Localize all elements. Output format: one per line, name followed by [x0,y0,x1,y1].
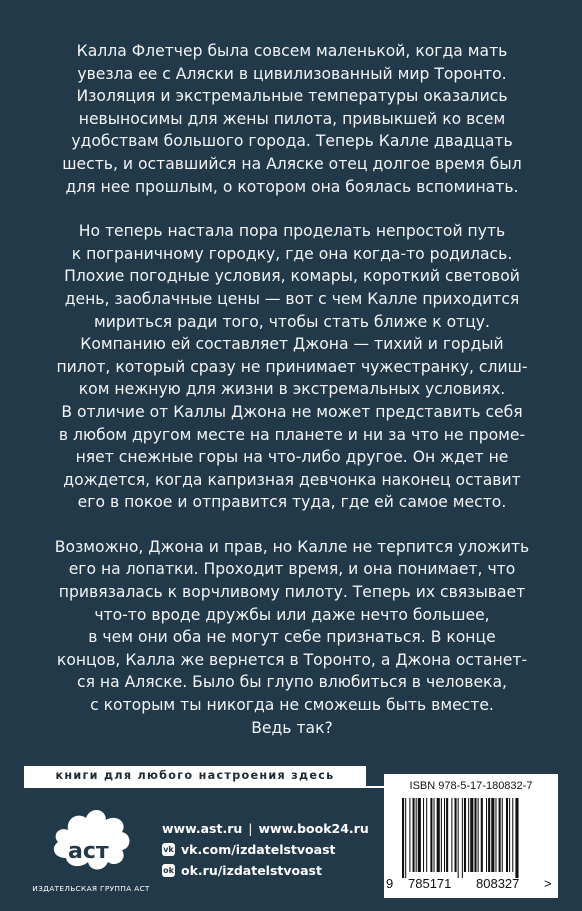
barcode-bar [458,798,459,878]
text-line: Калла Флетчер была совсем маленькой, когда мать [76,42,508,60]
text-line: удобствам большого города. Теперь Калле двадцать [71,132,513,151]
barcode-bar [441,798,442,872]
barcode-bar [488,798,490,872]
text-line: увезла ее с Аляски в цивилизованный мир Торонто. [77,64,507,83]
text-line: пилот, который сразу не принимает чужестранку, слиш- [56,357,528,376]
ok-link[interactable]: ok.ru/izdatelstvoast [181,863,322,878]
contacts-block [162,818,369,881]
barcode-bar [486,798,487,872]
text-line: концов, Калла же вернется в Торонто, а Джона останет- [56,650,528,669]
websites-row [162,818,369,839]
text-line: для нее прошлым, о котором она боялась вспоминать. [65,177,519,196]
text-line: его на лопатки. Проходит время, и она понимает, что [68,560,516,579]
barcode-bar [464,798,466,872]
barcode-bar [468,798,469,872]
paragraph-gap [40,198,544,220]
text-line: день, заоблачные цены — вот с чем Калле приходится [64,289,520,308]
logo-lettering: аст [68,839,109,864]
vk-link[interactable]: vk.com/izdatelstvoast [181,842,336,857]
text-line: привязалась к ворчливому пилоту. Теперь их связывает [58,583,526,602]
isbn-barcode-box [384,774,558,898]
barcode-bar [416,798,417,872]
site-link-ast[interactable]: www.ast.ru [162,821,243,836]
text-line: в чем они оба не могут себе признаться. В конце [88,628,496,647]
text-line: Изоляция и экстремальные температуры оказались [76,87,508,106]
paragraph-1 [40,40,544,198]
text-line: дождется, когда капризная девчонка наконец оставит [63,470,521,489]
paragraph-2 [40,220,544,514]
barcode-bar [426,798,427,872]
barcode-right-digits: 808327 [476,876,520,891]
paragraph-3 [40,536,544,739]
barcode-bar [423,798,424,872]
text-line: Но теперь настала пора проделать непростой путь [78,222,506,241]
ok-row [162,860,369,881]
publisher-name: ИЗДАТЕЛЬСКАЯ ГРУППА АСТ [32,884,150,893]
text-line: к пограничному городку, где она когда-то родилась. [71,244,513,263]
barcode-bar [405,798,406,878]
barcode-bar [506,798,508,872]
barcode-bar [495,798,496,872]
text-line: В отличие от Каллы Джона не может представить себя [61,402,523,421]
barcode-bar [418,798,421,872]
barcode-bar [446,798,448,872]
ast-logo-icon [44,798,138,882]
ok-icon: ok [163,866,174,875]
barcode-bar [434,798,435,872]
barcode-bar [481,798,483,872]
barcode-bar [515,798,518,878]
barcode-bar [462,798,463,878]
text-line: невыносимы для жены пилота, привыкшей ко всем [78,109,506,128]
isbn-number: ISBN 978-5-17-180832-7 [409,780,533,792]
barcode-bar [409,798,410,872]
text-line: Компанию ей составляет Джона — тихий и гордый [80,335,504,354]
barcode-bar [451,798,452,872]
barcode-bar [491,798,494,872]
text-line: в любом другом месте на планете и ни за что не проме- [58,425,526,444]
barcode-bar [437,798,440,872]
barcode-first-digit: 9 [386,876,394,891]
barcode-bar [509,798,510,872]
barcode-bar [413,798,415,872]
barcode-bar [499,798,501,872]
text-line: мириться ради того, чтобы стать ближе к отцу. [94,312,490,331]
barcode-tail: > [544,876,552,891]
slogan-banner: книги для любого настроения здесь [24,766,366,786]
barcode-bar [474,798,476,872]
barcode-left-digits: 785171 [408,876,452,891]
barcode-bar [402,798,404,878]
text-line: шесть, и оставшийся на Аляске отец долгое время был [62,154,522,173]
vk-icon: vk [163,845,174,854]
separator: | [248,821,253,836]
barcode-icon [394,798,548,878]
text-line: Возможно, Джона и прав, но Калле не терпится уложить [54,537,530,556]
barcode-bar [478,798,479,872]
barcode-bar [512,798,513,872]
text-line: Плохие погодные условия, комары, короткий световой [64,267,520,286]
text-line: няет снежные горы на что-либо другое. Он ждет не [75,448,509,467]
barcode-bar [502,798,503,872]
barcode-bar [470,798,473,872]
synopsis-text [40,40,544,739]
publisher-logo [30,798,152,898]
text-line: его в покое и отправится туда, где ей самое место. [77,493,507,512]
text-line: ся на Аляске. Было бы глупо влюбиться в человека, [77,673,507,692]
paragraph-gap [40,514,544,536]
text-line: Ведь так? [251,718,333,737]
barcode-bar [430,798,432,872]
vk-row [162,839,369,860]
site-link-book24[interactable]: www.book24.ru [258,821,369,836]
text-line: ком нежную для жизни в экстремальных условиях. [78,380,506,399]
text-line: с которым ты никогда не сможешь быть вместе. [90,696,494,715]
barcode-bar [444,798,445,872]
barcode-bar [455,798,457,872]
text-line: что-то вроде дружбы или даже нечто большее, [94,605,490,624]
